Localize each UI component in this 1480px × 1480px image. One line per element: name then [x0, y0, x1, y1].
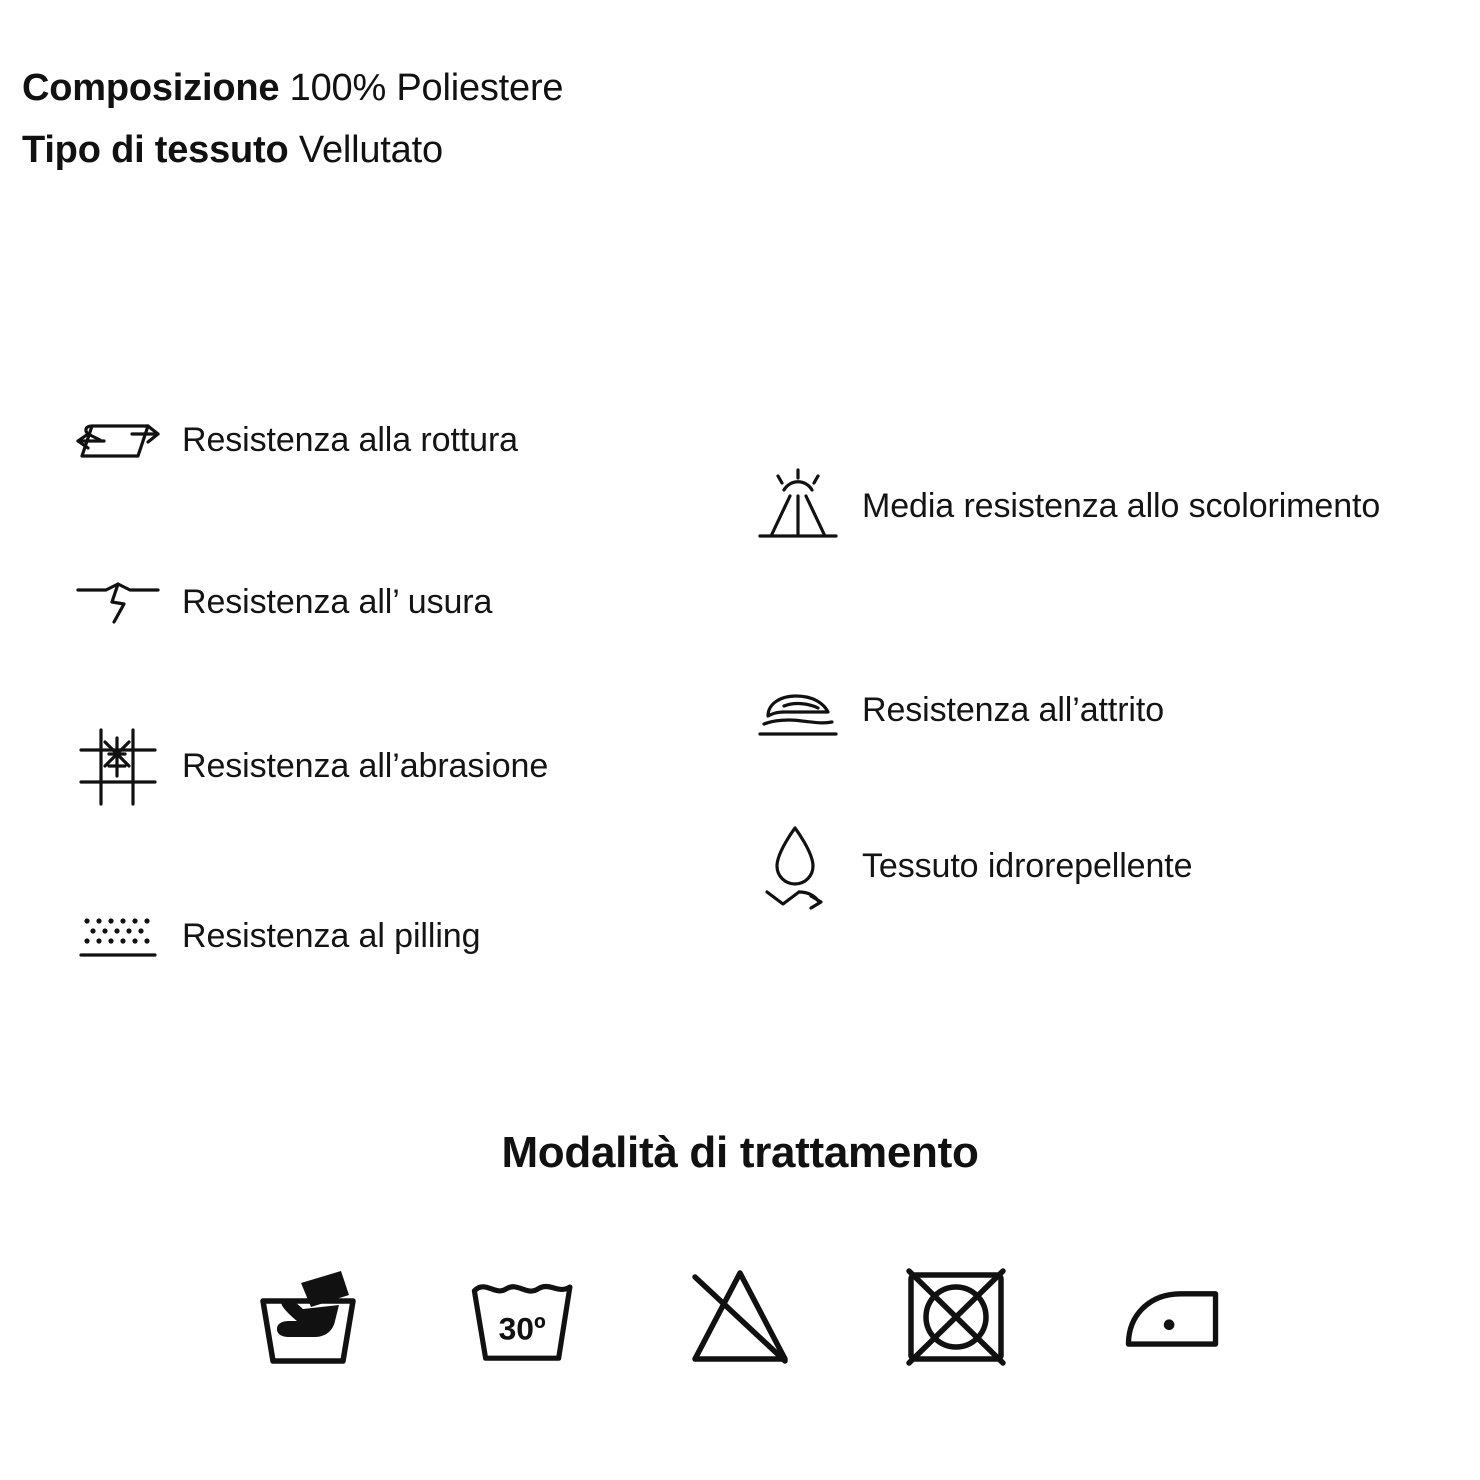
feature-abrasion-resistance — [68, 724, 708, 810]
feature-label: Tessuto idrorepellente — [862, 847, 1193, 886]
feature-pilling-resistance — [68, 894, 708, 980]
feature-wear-resistance — [68, 560, 708, 646]
feature-label: Media resistenza allo scolorimento — [862, 487, 1381, 526]
treatment-section-title: Modalità di trattamento — [501, 1128, 979, 1177]
do-not-tumble-dry-icon — [897, 1258, 1015, 1376]
feature-friction-resistance — [748, 668, 1448, 754]
fabric-type-label: Tipo di tessuto — [22, 128, 289, 171]
hand-wash-icon — [249, 1258, 367, 1376]
wear-resistance-icon — [68, 560, 168, 646]
feature-colorfastness — [748, 464, 1448, 550]
machine-wash-30-icon — [465, 1258, 583, 1376]
abrasion-resistance-icon — [68, 724, 168, 810]
tear-resistance-icon — [68, 398, 168, 484]
feature-label: Resistenza all’ usura — [182, 583, 493, 622]
colorfastness-sun-icon — [748, 464, 848, 550]
iron-low-icon — [1113, 1258, 1231, 1376]
composition-value: 100% Poliestere — [289, 67, 564, 109]
water-repellent-icon — [748, 824, 848, 910]
composition-line — [22, 58, 1222, 120]
friction-resistance-icon — [748, 668, 848, 754]
feature-water-repellent — [748, 824, 1448, 910]
do-not-bleach-icon — [681, 1258, 799, 1376]
care-symbols-row — [0, 1258, 1480, 1376]
fabric-type-line — [22, 120, 1222, 182]
wash-temperature-label: 30º — [498, 1310, 546, 1347]
feature-label: Resistenza al pilling — [182, 917, 481, 956]
fabric-properties-list — [0, 392, 1480, 1012]
fabric-type-value: Vellutato — [298, 128, 443, 171]
feature-label: Resistenza alla rottura — [182, 421, 518, 460]
composition-label: Composizione — [22, 67, 280, 109]
feature-tear-resistance — [68, 398, 708, 484]
feature-label: Resistenza all’abrasione — [182, 747, 549, 786]
fabric-info-header — [22, 58, 1222, 181]
pilling-resistance-icon — [68, 894, 168, 980]
feature-label: Resistenza all’attrito — [862, 691, 1165, 730]
